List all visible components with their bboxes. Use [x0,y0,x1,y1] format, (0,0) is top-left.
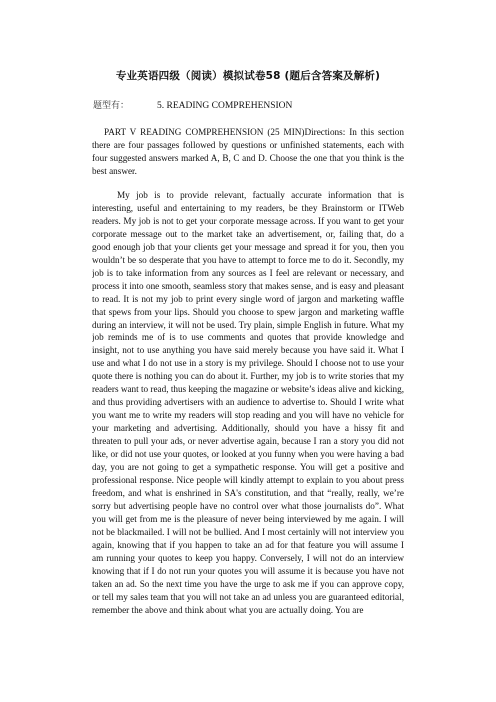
document-title: 专业英语四级（阅读）模拟试卷58 (题后含答案及解析) [115,70,381,82]
reading-passage: My job is to provide relevant, factually accurate information that is interesting, useful and entertaining to my readers, be they Brainstorm or ITWeb readers. My job is not to get your corporate message across. If you want to get your corporate message out to the market take an advertisement, or, failing that, do a good enough job that your clients get your message and spread it for you, then you wouldn’t be so desperate that you have to attempt to force me to do it. Secondly, my job is to take information from any sources as I feel are relevant or necessary, and process it into one smooth, seamless story that makes sense, and is easy and pleasant to read. It is not my job to print every single word of jargon and marketing waffle that spews from your lips. Should you choose to spew jargon and marketing waffle during an interview, it will not be used. Try plain, simple English in future. What my job reminds me of is to use comments and quotes that provide knowledge and insight, not to use anything you have said merely because you have said it. What I use and what I do not use in a story is my privilege. Should I choose not to use your quote there is nothing you can do about it. Further, my job is to write stories that my readers want to read, thus keeping the magazine or website’s ideas alive and kicking, and thus providing advertisers with an audience to advertise to. Should I write what you want me to write my readers will stop reading and you will have no vehicle for your marketing and advertising. Additionally, should you have a hissy fit and threaten to pull your ads, or never advertise again, because I ran a story you did not like, or did not use your quotes, or looked at you funny when you were having a bad day, you are not going to get a sympathetic response. You will get a positive and professional response. Nice people will kindly attempt to explain to you about press freedom, and what is enshrined in SA's constitution, and that “really, really, we’re sorry but advertising people have no control over what those journalists do”. What you will get from me is the pleasure of never being interviewed by me again. I will not be blackmailed. I will not be bullied. And I most certainly will not interview you again, knowing that if you happen to take an ad for that feature you will assume I am running your quotes to keep you happy. Conversely, I will not do an interview knowing that if I do not run your quotes you will assume it is because you have not taken an ad. So the next time you have the urge to ask me if you can approve copy, or tell my sales team that you will not take an ad unless you are guaranteed editorial, remember the above and think about what you are actually doing. You are [92,190,404,615]
question-type-label: 题型有： [93,101,130,111]
question-type-value: 5. READING COMPREHENSION [157,101,293,111]
question-type-line [93,98,292,111]
directions-paragraph: PART V READING COMPREHENSION (25 MIN)Directions: In this section there are four passages followed by questions or unfinished statements, each with four suggested answers marked A, B, C and D. Choose the one that you think is the best answer. [92,127,404,176]
